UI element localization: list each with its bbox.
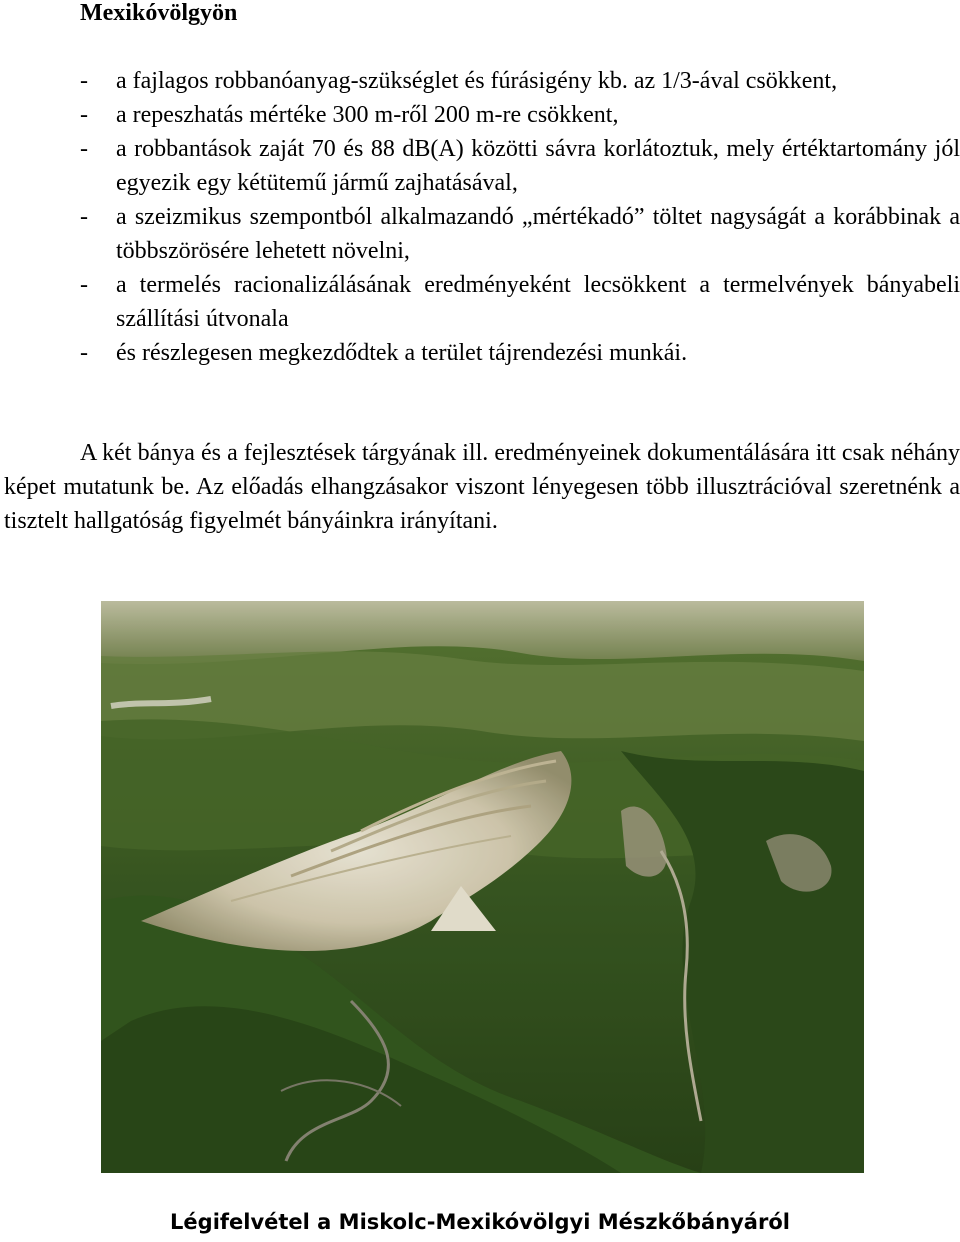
list-item: [80, 268, 960, 336]
bullet-dash: -: [80, 272, 88, 298]
section-heading: Mexikóvölgyön: [80, 0, 238, 26]
list-item: [80, 98, 960, 132]
aerial-quarry-photo: [101, 601, 864, 1173]
bullet-dash: -: [80, 340, 88, 366]
list-item: [80, 132, 960, 200]
list-item-text: a repeszhatás mértéke 300 m-ről 200 m-re csökkent,: [116, 102, 619, 128]
list-item: [80, 64, 960, 98]
list-item-text: és részlegesen megkezdődtek a terület tájrendezési munkái.: [116, 340, 688, 366]
bullet-dash: -: [80, 68, 88, 94]
list-item-text: a termelés racionalizálásának eredményeként lecsökkent a termelvények bányabeli szállítási útvonala: [116, 272, 960, 332]
list-item-text: a robbantások zaját 70 és 88 dB(A) közötti sávra korlátoztuk, mely értéktartomány jól egyezik egy kétütemű jármű zajhatásával,: [116, 136, 960, 196]
aerial-landscape-illustration: [101, 601, 864, 1173]
list-item-text: a fajlagos robbanóanyag-szükséglet és fúrásigény kb. az 1/3-ával csökkent,: [116, 68, 838, 94]
body-paragraph: A két bánya és a fejlesztések tárgyának ill. eredményeinek dokumentálására itt csak néhány képet mutatunk be. Az előadás elhangzásakor viszont lényegesen több illusztrációval szeretnénk a tisztelt hallgatóság figyelmét bányáinkra irányítani.: [4, 440, 960, 534]
list-item-text: a szeizmikus szempontból alkalmazandó „mértékadó” töltet nagyságát a korábbinak a többszörösére lehetett növelni,: [116, 204, 960, 264]
list-item: [80, 336, 960, 370]
bullet-dash: -: [80, 102, 88, 128]
results-list: [80, 64, 960, 370]
photo-caption: Légifelvétel a Miskolc-Mexikóvölgyi Mészkőbányáról: [170, 1210, 790, 1234]
bullet-dash: -: [80, 136, 88, 162]
list-item: [80, 200, 960, 268]
bullet-dash: -: [80, 204, 88, 230]
